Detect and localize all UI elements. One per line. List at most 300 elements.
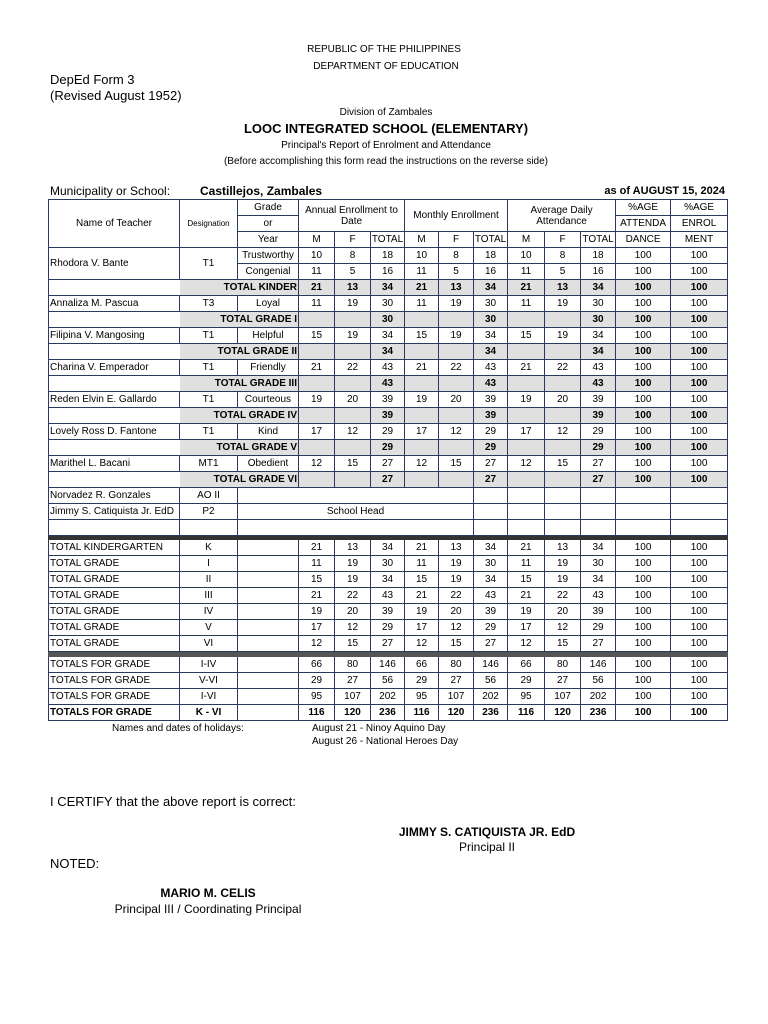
value-cell: 56	[371, 673, 405, 689]
value-cell: 100	[671, 636, 728, 652]
empty-cell	[581, 520, 616, 536]
grade-total-label: TOTAL GRADE	[49, 556, 180, 572]
value-cell: 11	[508, 296, 545, 312]
col-grade: Grade	[238, 200, 299, 216]
value-cell: 30	[474, 556, 508, 572]
grade-code: K	[180, 540, 238, 556]
value-cell: 21	[299, 540, 335, 556]
empty-cell	[671, 488, 728, 504]
empty-cell	[238, 620, 299, 636]
value-cell: 12	[335, 620, 371, 636]
value-cell: 43	[371, 588, 405, 604]
value-cell: 27	[474, 456, 508, 472]
value-cell: 100	[616, 689, 671, 705]
value-cell: 100	[671, 657, 728, 673]
value-cell: 29	[474, 424, 508, 440]
value-cell: 34	[581, 280, 616, 296]
value-cell: 22	[545, 588, 581, 604]
teacher-name: Lovely Ross D. Fantone	[49, 424, 180, 440]
empty-cell	[238, 657, 299, 673]
grade-code: V	[180, 620, 238, 636]
section-name: Helpful	[238, 328, 299, 344]
value-cell: 146	[371, 657, 405, 673]
value-cell: 12	[299, 636, 335, 652]
value-cell: 100	[616, 328, 671, 344]
value-cell: 100	[616, 440, 671, 456]
col-pct-enrolment-1: %AGE	[671, 200, 728, 216]
value-cell	[545, 376, 581, 392]
value-cell: 12	[508, 636, 545, 652]
value-cell: 39	[581, 408, 616, 424]
value-cell: 10	[508, 248, 545, 264]
col-annual-total: TOTAL	[371, 232, 405, 248]
empty-cell	[180, 520, 238, 536]
col-annual-m: M	[299, 232, 335, 248]
blank-row	[49, 520, 728, 536]
value-cell: 116	[508, 705, 545, 721]
value-cell: 17	[405, 424, 439, 440]
value-cell: 100	[616, 540, 671, 556]
value-cell: 13	[335, 540, 371, 556]
value-cell: 43	[581, 588, 616, 604]
division-line: Division of Zambales	[339, 107, 433, 118]
value-cell	[299, 440, 335, 456]
range-code: V-VI	[180, 673, 238, 689]
value-cell: 30	[474, 296, 508, 312]
teacher-row	[49, 328, 728, 344]
value-cell	[335, 344, 371, 360]
signer-title: Principal II	[458, 840, 516, 854]
section-name: Congenial	[238, 264, 299, 280]
value-cell: 20	[545, 392, 581, 408]
value-cell: 27	[371, 636, 405, 652]
grade-total-row	[49, 636, 728, 652]
empty-cell	[238, 540, 299, 556]
value-cell: 100	[616, 472, 671, 488]
value-cell: 100	[616, 657, 671, 673]
value-cell: 34	[581, 540, 616, 556]
grade-total-row	[49, 620, 728, 636]
teacher-total-row	[49, 408, 728, 424]
value-cell: 11	[299, 556, 335, 572]
holidays-label: Names and dates of holidays:	[112, 723, 244, 734]
value-cell: 10	[299, 248, 335, 264]
value-cell: 39	[474, 392, 508, 408]
value-cell: 100	[671, 440, 728, 456]
value-cell	[439, 408, 474, 424]
value-cell	[299, 344, 335, 360]
col-pct-enrolment-3: MENT	[671, 232, 728, 248]
empty-cell	[474, 488, 508, 504]
value-cell: 34	[474, 328, 508, 344]
value-cell: 100	[616, 556, 671, 572]
blank-cell	[49, 312, 180, 328]
value-cell: 15	[439, 456, 474, 472]
range-total-row	[49, 689, 728, 705]
value-cell: 19	[335, 296, 371, 312]
value-cell	[299, 312, 335, 328]
value-cell: 56	[581, 673, 616, 689]
report-title: Principal's Report of Enrolment and Attendance	[281, 140, 491, 151]
value-cell: 12	[439, 620, 474, 636]
value-cell: 100	[671, 620, 728, 636]
teacher-designation: T1	[180, 248, 238, 280]
value-cell: 39	[371, 408, 405, 424]
teacher-total-row	[49, 472, 728, 488]
value-cell: 17	[299, 620, 335, 636]
grade-total-label: TOTAL GRADE	[49, 636, 180, 652]
value-cell: 66	[299, 657, 335, 673]
section-name: Friendly	[238, 360, 299, 376]
value-cell: 34	[371, 540, 405, 556]
value-cell: 116	[299, 705, 335, 721]
value-cell: 20	[335, 604, 371, 620]
value-cell: 11	[508, 556, 545, 572]
value-cell: 100	[671, 280, 728, 296]
value-cell: 80	[439, 657, 474, 673]
value-cell: 34	[474, 572, 508, 588]
republic-line: REPUBLIC OF THE PHILIPPINES	[307, 44, 461, 55]
value-cell	[508, 408, 545, 424]
col-year: Year	[238, 232, 299, 248]
value-cell: 20	[335, 392, 371, 408]
value-cell: 19	[439, 328, 474, 344]
form-name: DepEd Form 3	[50, 72, 135, 87]
value-cell: 202	[371, 689, 405, 705]
value-cell	[439, 376, 474, 392]
teacher-row	[49, 296, 728, 312]
grade-code: I	[180, 556, 238, 572]
total-label: TOTAL GRADE IV	[180, 408, 299, 424]
value-cell: 13	[545, 540, 581, 556]
value-cell: 29	[474, 440, 508, 456]
value-cell: 34	[474, 540, 508, 556]
value-cell: 100	[671, 472, 728, 488]
value-cell: 21	[405, 588, 439, 604]
col-pct-enrolment-2: ENROL	[671, 216, 728, 232]
value-cell: 100	[616, 392, 671, 408]
section-name: Kind	[238, 424, 299, 440]
empty-cell	[581, 504, 616, 520]
grade-code: VI	[180, 636, 238, 652]
value-cell: 100	[616, 424, 671, 440]
value-cell: 43	[371, 360, 405, 376]
col-name-of-teacher: Name of Teacher	[49, 200, 180, 248]
value-cell: 18	[371, 248, 405, 264]
col-annual: Annual Enrollment to Date	[299, 200, 405, 232]
value-cell	[335, 440, 371, 456]
range-total-row	[49, 673, 728, 689]
value-cell: 29	[371, 620, 405, 636]
value-cell	[335, 312, 371, 328]
empty-cell	[238, 556, 299, 572]
value-cell	[545, 408, 581, 424]
value-cell: 43	[474, 376, 508, 392]
value-cell: 100	[671, 673, 728, 689]
empty-cell	[508, 504, 545, 520]
value-cell: 202	[474, 689, 508, 705]
value-cell: 12	[439, 424, 474, 440]
value-cell: 19	[545, 556, 581, 572]
value-cell: 56	[474, 673, 508, 689]
value-cell: 29	[371, 424, 405, 440]
value-cell: 15	[545, 636, 581, 652]
value-cell: 19	[405, 604, 439, 620]
value-cell: 43	[581, 376, 616, 392]
noted-name: MARIO M. CELIS	[160, 886, 256, 900]
col-average-f: F	[545, 232, 581, 248]
total-label: TOTAL GRADE V	[180, 440, 299, 456]
staff-row	[49, 504, 728, 520]
empty-cell	[616, 504, 671, 520]
as-of-date: as of AUGUST 15, 2024	[604, 185, 725, 197]
value-cell: 19	[545, 572, 581, 588]
empty-cell	[671, 520, 728, 536]
empty-cell	[581, 488, 616, 504]
value-cell: 18	[581, 248, 616, 264]
value-cell: 100	[671, 456, 728, 472]
value-cell: 15	[545, 456, 581, 472]
value-cell: 13	[439, 280, 474, 296]
value-cell: 29	[299, 673, 335, 689]
value-cell: 21	[508, 280, 545, 296]
value-cell: 19	[299, 392, 335, 408]
value-cell: 80	[335, 657, 371, 673]
grade-total-row	[49, 604, 728, 620]
value-cell: 21	[405, 540, 439, 556]
staff-designation: P2	[180, 504, 238, 520]
value-cell: 29	[581, 440, 616, 456]
blank-cell	[49, 280, 180, 296]
value-cell: 20	[439, 604, 474, 620]
header-row-1	[49, 200, 728, 216]
empty-cell	[238, 604, 299, 620]
value-cell: 17	[508, 424, 545, 440]
value-cell: 11	[405, 296, 439, 312]
value-cell: 29	[508, 673, 545, 689]
value-cell: 34	[474, 280, 508, 296]
value-cell: 19	[439, 572, 474, 588]
empty-cell	[508, 488, 545, 504]
empty-cell	[238, 705, 299, 721]
value-cell: 100	[616, 705, 671, 721]
value-cell	[545, 312, 581, 328]
grade-total-row	[49, 588, 728, 604]
blank-cell	[49, 344, 180, 360]
value-cell: 34	[581, 328, 616, 344]
form-revised: (Revised August 1952)	[50, 88, 182, 103]
value-cell: 100	[616, 588, 671, 604]
value-cell: 34	[371, 328, 405, 344]
value-cell: 34	[371, 572, 405, 588]
value-cell	[545, 472, 581, 488]
grade-total-label: TOTAL GRADE	[49, 588, 180, 604]
value-cell: 39	[474, 408, 508, 424]
teacher-designation: T1	[180, 328, 238, 344]
value-cell: 34	[474, 344, 508, 360]
value-cell: 100	[671, 312, 728, 328]
value-cell: 30	[581, 556, 616, 572]
grade-total-label: TOTAL KINDERGARTEN	[49, 540, 180, 556]
value-cell	[299, 408, 335, 424]
value-cell: 236	[581, 705, 616, 721]
value-cell: 27	[474, 636, 508, 652]
value-cell: 39	[371, 392, 405, 408]
value-cell: 95	[299, 689, 335, 705]
col-average: Average Daily Attendance	[508, 200, 616, 232]
value-cell: 21	[405, 280, 439, 296]
value-cell	[299, 472, 335, 488]
value-cell: 11	[299, 296, 335, 312]
teacher-name: Filipina V. Mangosing	[49, 328, 180, 344]
value-cell: 39	[581, 392, 616, 408]
value-cell: 34	[371, 280, 405, 296]
value-cell: 21	[299, 360, 335, 376]
empty-cell	[671, 504, 728, 520]
value-cell: 100	[671, 376, 728, 392]
value-cell: 29	[474, 620, 508, 636]
blank-cell	[49, 408, 180, 424]
value-cell: 100	[616, 248, 671, 264]
value-cell: 11	[405, 556, 439, 572]
value-cell: 22	[335, 360, 371, 376]
blank-cell	[49, 440, 180, 456]
value-cell: 5	[545, 264, 581, 280]
value-cell: 29	[371, 440, 405, 456]
value-cell: 27	[371, 456, 405, 472]
value-cell: 120	[545, 705, 581, 721]
value-cell: 15	[335, 456, 371, 472]
grade-total-row	[49, 540, 728, 556]
empty-cell	[545, 488, 581, 504]
blank-cell	[49, 376, 180, 392]
total-label: TOTAL GRADE VI	[180, 472, 299, 488]
col-annual-f: F	[335, 232, 371, 248]
noted-title: Principal III / Coordinating Principal	[114, 902, 302, 916]
value-cell: 43	[371, 376, 405, 392]
staff-name: Norvadez R. Gonzales	[49, 488, 180, 504]
value-cell: 27	[545, 673, 581, 689]
value-cell: 100	[616, 408, 671, 424]
empty-cell	[545, 520, 581, 536]
value-cell: 22	[439, 588, 474, 604]
value-cell: 100	[671, 689, 728, 705]
value-cell: 15	[299, 572, 335, 588]
value-cell: 100	[616, 636, 671, 652]
value-cell: 107	[335, 689, 371, 705]
value-cell: 43	[474, 588, 508, 604]
value-cell: 100	[616, 456, 671, 472]
section-name: Courteous	[238, 392, 299, 408]
value-cell: 30	[371, 296, 405, 312]
value-cell: 107	[545, 689, 581, 705]
value-cell: 19	[299, 604, 335, 620]
value-cell: 100	[671, 588, 728, 604]
holiday-item: August 21 - Ninoy Aquino Day	[312, 723, 446, 734]
value-cell: 27	[439, 673, 474, 689]
value-cell	[405, 312, 439, 328]
value-cell: 12	[335, 424, 371, 440]
value-cell: 30	[581, 312, 616, 328]
value-cell: 13	[439, 540, 474, 556]
value-cell	[508, 344, 545, 360]
value-cell: 12	[405, 456, 439, 472]
teacher-name: Reden Elvin E. Gallardo	[49, 392, 180, 408]
value-cell: 100	[671, 604, 728, 620]
value-cell	[439, 312, 474, 328]
grade-code: II	[180, 572, 238, 588]
value-cell: 30	[371, 556, 405, 572]
value-cell: 21	[299, 280, 335, 296]
col-pct-attendance-1: %AGE	[616, 200, 671, 216]
empty-cell	[474, 504, 508, 520]
signer-name: JIMMY S. CATIQUISTA JR. EdD	[398, 825, 576, 839]
value-cell: 21	[405, 360, 439, 376]
teacher-designation: T1	[180, 424, 238, 440]
value-cell: 12	[299, 456, 335, 472]
value-cell: 16	[581, 264, 616, 280]
certify-text: I CERTIFY that the above report is correct:	[50, 794, 296, 809]
teacher-row	[49, 248, 728, 264]
col-average-total: TOTAL	[581, 232, 616, 248]
value-cell: 11	[405, 264, 439, 280]
value-cell: 12	[545, 424, 581, 440]
value-cell: 120	[335, 705, 371, 721]
teacher-row	[49, 424, 728, 440]
value-cell: 100	[616, 280, 671, 296]
teacher-total-row	[49, 312, 728, 328]
value-cell: 39	[371, 604, 405, 620]
grade-total-row	[49, 556, 728, 572]
value-cell: 12	[508, 456, 545, 472]
value-cell: 100	[671, 264, 728, 280]
section-name: Trustworthy	[238, 248, 299, 264]
value-cell: 107	[439, 689, 474, 705]
grade-total-label: TOTAL GRADE	[49, 604, 180, 620]
value-cell: 30	[581, 296, 616, 312]
value-cell: 100	[616, 312, 671, 328]
value-cell: 100	[616, 344, 671, 360]
municipality-label: Municipality or School:	[50, 184, 171, 198]
col-designation: Designation	[180, 200, 238, 248]
teacher-designation: T1	[180, 360, 238, 376]
value-cell: 100	[671, 408, 728, 424]
value-cell	[545, 440, 581, 456]
range-code: I-VI	[180, 689, 238, 705]
value-cell: 202	[581, 689, 616, 705]
grade-code: IV	[180, 604, 238, 620]
value-cell: 27	[581, 636, 616, 652]
empty-cell	[238, 673, 299, 689]
value-cell: 21	[299, 588, 335, 604]
value-cell: 8	[545, 248, 581, 264]
value-cell: 43	[581, 360, 616, 376]
value-cell: 19	[405, 392, 439, 408]
value-cell	[508, 440, 545, 456]
value-cell: 29	[405, 673, 439, 689]
value-cell: 13	[335, 280, 371, 296]
value-cell: 100	[616, 673, 671, 689]
range-total-row	[49, 705, 728, 721]
value-cell: 146	[474, 657, 508, 673]
value-cell: 66	[508, 657, 545, 673]
teacher-total-row	[49, 344, 728, 360]
grade-total-label: TOTAL GRADE	[49, 572, 180, 588]
section-name: Loyal	[238, 296, 299, 312]
staff-designation: AO II	[180, 488, 238, 504]
total-label: TOTAL GRADE II	[180, 344, 299, 360]
value-cell: 100	[616, 264, 671, 280]
